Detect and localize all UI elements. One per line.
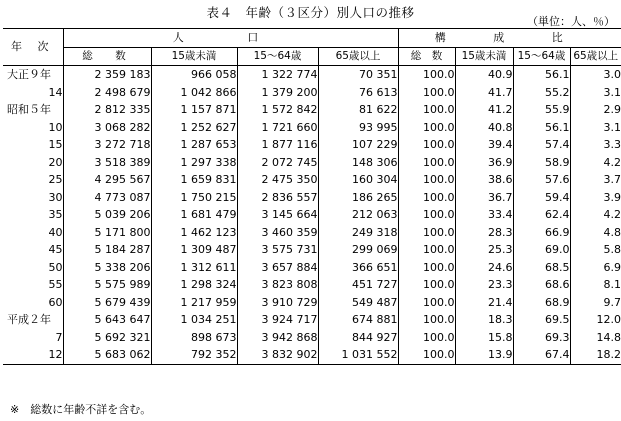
cell-comp-total: 100.0 xyxy=(398,294,455,312)
cell-pop-over65: 674 881 xyxy=(318,311,398,329)
cell-pop-under15: 1 659 831 xyxy=(151,171,237,189)
table-row xyxy=(3,224,621,242)
cell-pop-under15: 1 157 871 xyxy=(151,101,237,119)
cell-comp-15-64: 67.4 xyxy=(513,346,570,364)
cell-year: 35 xyxy=(3,206,63,224)
cell-comp-over65: 3.0 xyxy=(603,68,621,81)
cell-pop-under15: 1 462 123 xyxy=(151,224,237,242)
header-year: 年 次 xyxy=(3,29,63,66)
cell-year: 30 xyxy=(3,189,63,207)
cell-comp-over65: 14.8 xyxy=(596,330,621,344)
cell-comp-15-64: 56.1 xyxy=(513,119,570,137)
cell-pop-total: 5 679 439 xyxy=(63,294,151,312)
cell-pop-over65: 76 613 xyxy=(318,84,398,102)
cell-year: 14 xyxy=(3,84,63,102)
cell-comp-15-64: 56.1 xyxy=(513,66,570,84)
cell-pop-15-64: 3 657 884 xyxy=(237,259,318,277)
cell-pop-total: 5 171 800 xyxy=(63,224,151,242)
cell-pop-over65: 81 622 xyxy=(318,101,398,119)
cell-comp-under15: 18.3 xyxy=(455,311,513,329)
cell-comp-total: 100.0 xyxy=(398,241,455,259)
header-comp-total: 総 数 xyxy=(398,47,455,66)
cell-comp-under15: 40.8 xyxy=(455,119,513,137)
cell-comp-over65: 9.7 xyxy=(603,295,621,309)
cell-pop-under15: 966 058 xyxy=(151,66,237,84)
cell-pop-under15: 1 298 324 xyxy=(151,276,237,294)
cell-comp-total: 100.0 xyxy=(398,171,455,189)
cell-comp-under15: 13.9 xyxy=(455,346,513,364)
cell-comp-over65: 3.7 xyxy=(603,173,621,186)
cell-comp-15-64: 66.9 xyxy=(513,224,570,242)
header-pop-over65: 65歳以上 xyxy=(318,47,398,66)
cell-comp-under15: 15.8 xyxy=(455,329,513,347)
cell-pop-15-64: 2 836 557 xyxy=(237,189,318,207)
cell-comp-total: 100.0 xyxy=(398,346,455,364)
cell-pop-total: 4 295 567 xyxy=(63,171,151,189)
cell-pop-over65: 70 351 xyxy=(318,66,398,84)
cell-comp-15-64: 55.9 xyxy=(513,101,570,119)
cell-comp-under15: 41.7 xyxy=(455,84,513,102)
cell-pop-over65: 186 265 xyxy=(318,189,398,207)
cell-pop-over65: 212 063 xyxy=(318,206,398,224)
table-row xyxy=(3,189,621,207)
cell-comp-total: 100.0 xyxy=(398,276,455,294)
cell-pop-over65: 93 995 xyxy=(318,119,398,137)
table-row xyxy=(3,101,621,119)
table-row xyxy=(3,329,621,347)
cell-pop-15-64: 2 072 745 xyxy=(237,154,318,172)
cell-pop-15-64: 3 823 808 xyxy=(237,276,318,294)
cell-comp-total: 100.0 xyxy=(398,311,455,329)
cell-comp-15-64: 68.6 xyxy=(513,276,570,294)
cell-year: 15 xyxy=(3,136,63,154)
cell-pop-under15: 1 750 215 xyxy=(151,189,237,207)
cell-year: 40 xyxy=(3,224,63,242)
header-pop-15-64: 15～64歳 xyxy=(237,47,318,66)
cell-comp-total: 100.0 xyxy=(398,154,455,172)
table-row xyxy=(3,136,621,154)
cell-comp-under15: 33.4 xyxy=(455,206,513,224)
cell-pop-over65: 107 229 xyxy=(318,136,398,154)
cell-comp-total: 100.0 xyxy=(398,224,455,242)
cell-pop-total: 5 184 287 xyxy=(63,241,151,259)
cell-year: 25 xyxy=(3,171,63,189)
cell-year: 55 xyxy=(3,276,63,294)
footnote: ※ 総数に年齢不詳を含む。 xyxy=(10,403,152,416)
unit-label: （単位：人、％） xyxy=(527,15,615,28)
cell-pop-15-64: 1 877 116 xyxy=(237,136,318,154)
header-pop-total: 総 数 xyxy=(63,47,151,66)
cell-comp-over65: 4.2 xyxy=(603,155,621,169)
table-row xyxy=(3,259,621,277)
table-row xyxy=(3,241,621,259)
cell-pop-15-64: 3 145 664 xyxy=(237,206,318,224)
cell-year: 10 xyxy=(3,119,63,137)
cell-pop-15-64: 3 924 717 xyxy=(237,311,318,329)
cell-comp-total: 100.0 xyxy=(398,84,455,102)
table-row xyxy=(3,119,621,137)
cell-pop-over65: 148 306 xyxy=(318,154,398,172)
cell-pop-total: 5 575 989 xyxy=(63,276,151,294)
cell-pop-over65: 160 304 xyxy=(318,171,398,189)
cell-pop-total: 3 518 389 xyxy=(63,154,151,172)
cell-pop-over65: 366 651 xyxy=(318,259,398,277)
cell-comp-15-64: 68.5 xyxy=(513,259,570,277)
cell-comp-over65: 3.3 xyxy=(603,138,621,151)
cell-comp-total: 100.0 xyxy=(398,329,455,347)
cell-pop-under15: 1 034 251 xyxy=(151,311,237,329)
cell-pop-15-64: 3 832 902 xyxy=(237,346,318,364)
cell-comp-15-64: 69.3 xyxy=(513,329,570,347)
cell-pop-over65: 249 318 xyxy=(318,224,398,242)
cell-comp-over65: 4.2 xyxy=(603,208,621,221)
cell-comp-15-64: 55.2 xyxy=(513,84,570,102)
header-population: 人 口 xyxy=(63,29,398,48)
cell-comp-under15: 36.7 xyxy=(455,189,513,207)
cell-year: 昭和５年 xyxy=(3,101,63,119)
cell-pop-under15: 1 287 653 xyxy=(151,136,237,154)
cell-comp-total: 100.0 xyxy=(398,189,455,207)
table-row xyxy=(3,311,621,329)
cell-pop-under15: 898 673 xyxy=(151,329,237,347)
table-row xyxy=(3,66,621,84)
table-row xyxy=(3,171,621,189)
cell-comp-15-64: 57.6 xyxy=(513,171,570,189)
cell-comp-under15: 24.6 xyxy=(455,259,513,277)
cell-comp-15-64: 57.4 xyxy=(513,136,570,154)
cell-pop-over65: 549 487 xyxy=(318,294,398,312)
header-comp-over65: 65歳以上 xyxy=(570,47,621,66)
cell-pop-under15: 1 042 866 xyxy=(151,84,237,102)
cell-pop-total: 5 683 062 xyxy=(63,346,151,364)
cell-pop-under15: 1 681 479 xyxy=(151,206,237,224)
cell-comp-15-64: 59.4 xyxy=(513,189,570,207)
cell-pop-15-64: 2 475 350 xyxy=(237,171,318,189)
cell-pop-under15: 1 217 959 xyxy=(151,294,237,312)
cell-comp-total: 100.0 xyxy=(398,119,455,137)
cell-pop-total: 5 039 206 xyxy=(63,206,151,224)
cell-comp-over65: 5.8 xyxy=(603,243,621,256)
cell-pop-over65: 1 031 552 xyxy=(318,346,398,364)
cell-comp-15-64: 69.0 xyxy=(513,241,570,259)
cell-comp-total: 100.0 xyxy=(398,206,455,224)
cell-pop-under15: 1 252 627 xyxy=(151,119,237,137)
cell-comp-under15: 21.4 xyxy=(455,294,513,312)
cell-comp-15-64: 69.5 xyxy=(513,311,570,329)
cell-pop-total: 2 498 679 xyxy=(63,84,151,102)
cell-pop-15-64: 1 572 842 xyxy=(237,101,318,119)
cell-comp-total: 100.0 xyxy=(398,136,455,154)
cell-pop-over65: 844 927 xyxy=(318,329,398,347)
cell-comp-over65: 3.1 xyxy=(603,85,621,99)
cell-comp-under15: 28.3 xyxy=(455,224,513,242)
cell-year: 大正９年 xyxy=(3,66,63,84)
cell-comp-15-64: 62.4 xyxy=(513,206,570,224)
cell-year: 50 xyxy=(3,259,63,277)
cell-comp-over65: 12.0 xyxy=(596,313,621,326)
cell-pop-total: 2 359 183 xyxy=(63,66,151,84)
cell-comp-over65: 4.8 xyxy=(603,225,621,239)
cell-pop-total: 3 068 282 xyxy=(63,119,151,137)
cell-year: 12 xyxy=(3,346,63,364)
cell-pop-total: 2 812 335 xyxy=(63,101,151,119)
cell-pop-15-64: 3 575 731 xyxy=(237,241,318,259)
cell-pop-under15: 792 352 xyxy=(151,346,237,364)
cell-comp-over65: 6.9 xyxy=(603,260,621,274)
population-table xyxy=(3,28,621,365)
cell-pop-total: 4 773 087 xyxy=(63,189,151,207)
cell-comp-under15: 41.2 xyxy=(455,101,513,119)
cell-pop-under15: 1 312 611 xyxy=(151,259,237,277)
header-pop-under15: 15歳未満 xyxy=(151,47,237,66)
cell-pop-total: 5 692 321 xyxy=(63,329,151,347)
table-row xyxy=(3,206,621,224)
cell-year: 60 xyxy=(3,294,63,312)
cell-year: 平成２年 xyxy=(3,311,63,329)
cell-comp-15-64: 58.9 xyxy=(513,154,570,172)
cell-comp-total: 100.0 xyxy=(398,101,455,119)
cell-pop-15-64: 3 460 359 xyxy=(237,224,318,242)
cell-comp-under15: 23.3 xyxy=(455,276,513,294)
table-row xyxy=(3,84,621,102)
table-row xyxy=(3,346,621,364)
table-row xyxy=(3,294,621,312)
table-title: 表４ 年齢（３区分）別人口の推移 xyxy=(206,5,415,20)
cell-comp-under15: 39.4 xyxy=(455,136,513,154)
cell-year: 20 xyxy=(3,154,63,172)
cell-pop-15-64: 3 910 729 xyxy=(237,294,318,312)
cell-pop-15-64: 1 379 200 xyxy=(237,84,318,102)
cell-pop-under15: 1 309 487 xyxy=(151,241,237,259)
header-comp-under15: 15歳未満 xyxy=(455,47,513,66)
cell-comp-total: 100.0 xyxy=(398,66,455,84)
table-row xyxy=(3,276,621,294)
cell-year: 7 xyxy=(3,329,63,347)
cell-comp-over65: 8.1 xyxy=(603,278,621,291)
cell-pop-15-64: 1 721 660 xyxy=(237,119,318,137)
cell-comp-under15: 25.3 xyxy=(455,241,513,259)
table-row xyxy=(3,154,621,172)
cell-pop-total: 5 338 206 xyxy=(63,259,151,277)
cell-comp-total: 100.0 xyxy=(398,259,455,277)
cell-pop-total: 5 643 647 xyxy=(63,311,151,329)
cell-pop-under15: 1 297 338 xyxy=(151,154,237,172)
cell-comp-over65: 2.9 xyxy=(603,103,621,116)
cell-year: 45 xyxy=(3,241,63,259)
cell-comp-under15: 36.9 xyxy=(455,154,513,172)
header-comp-15-64: 15～64歳 xyxy=(513,47,570,66)
cell-comp-under15: 38.6 xyxy=(455,171,513,189)
header-composition: 構 成 比 xyxy=(398,29,621,48)
cell-pop-over65: 451 727 xyxy=(318,276,398,294)
cell-comp-15-64: 68.9 xyxy=(513,294,570,312)
cell-comp-over65: 18.2 xyxy=(570,346,621,364)
cell-pop-total: 3 272 718 xyxy=(63,136,151,154)
cell-pop-15-64: 3 942 868 xyxy=(237,329,318,347)
cell-pop-15-64: 1 322 774 xyxy=(237,66,318,84)
cell-comp-over65: 3.1 xyxy=(603,120,621,134)
cell-comp-over65: 3.9 xyxy=(603,190,621,204)
cell-pop-over65: 299 069 xyxy=(318,241,398,259)
cell-comp-under15: 40.9 xyxy=(455,66,513,84)
